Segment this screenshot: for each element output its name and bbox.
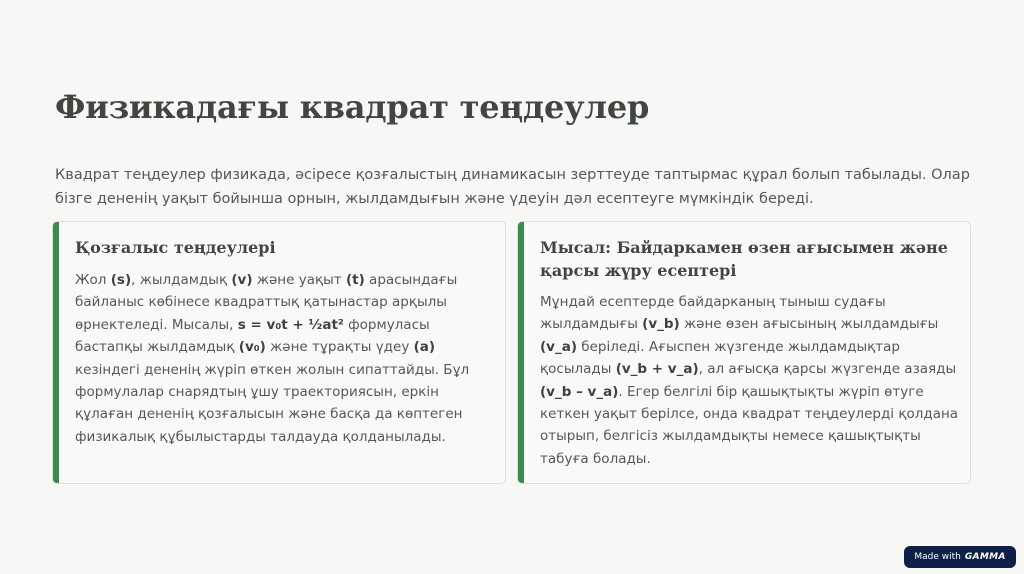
card-body: Мұндай есептерде байдарканың тыныш судағы жылдамдығы (v_b) және өзен ағысының жылдамдығы (v_a) беріледі. Ағыспен жүзгенде жылдамдықтар қосылады (v_b + v_a), ал ағысқа қарсы жүзгенде азаяды (v_b – v_a). Егер белгілі бір қашықтықты жүріп өтуге кеткен уақыт берілсе, онда квадрат теңдеулерді қолдана отырып, белгісіз жылдамдықты немесе қашықтықты табуға болады. bbox=[540, 294, 959, 467]
card-title-rest: : Байдаркамен өзен ағысымен және қарсы жүру есептері bbox=[540, 238, 948, 280]
intro-paragraph: Квадрат теңдеулер физикада, әсіресе қозғалыстың динамикасын зерттеуде таптырмас құрал болып табылады. Олар бізге дененің уақыт бойынша орнын, жылдамдығын және үдеуін дәл есептеуге мүмкіндік береді. bbox=[55, 167, 970, 207]
formula-term: (v_b + v_a) bbox=[615, 361, 699, 378]
formula-term: (s) bbox=[110, 272, 132, 288]
gamma-logo: GAMMA bbox=[964, 552, 1006, 562]
motion-equations-card bbox=[52, 221, 506, 484]
kayak-example-card bbox=[517, 221, 971, 484]
card-title: Қозғалыс теңдеулері bbox=[75, 238, 276, 257]
formula-term: (v_b – v_a) bbox=[540, 383, 619, 400]
card-accent-bar bbox=[53, 222, 59, 483]
badge-prefix: Made with bbox=[914, 552, 961, 562]
formula-term: s = v₀t + ½at² bbox=[237, 316, 344, 333]
slide-title: Физикадағы квадрат теңдеулер bbox=[55, 88, 650, 126]
card-title bbox=[540, 236, 955, 282]
formula-term: (v₀) bbox=[238, 339, 266, 356]
formula-term: (a) bbox=[413, 339, 436, 356]
formula-term: (v_b) bbox=[642, 316, 680, 333]
formula-term: (v_a) bbox=[540, 338, 577, 355]
made-with-gamma-badge[interactable] bbox=[904, 546, 1016, 568]
card-title-prefix: Мысал bbox=[540, 238, 606, 257]
formula-term: (v) bbox=[231, 272, 253, 288]
card-body: Жол (s), жылдамдық (v) және уақыт (t) арасындағы байланыс көбінесе квадраттық қатынастар арқылы өрнектеледі. Мысалы, s = v₀t + ½at² формуласы бастапқы жылдамдық (v₀) және тұрақты үдеу (a) кезіндегі дененің жүріп өткен жолын сипаттайды. Бұл формулалар снарядтың ұшу траекториясын, еркін құлаған дененің қозғалысын және басқа да көптеген физикалық құбылыстарды талдауда қолданылады. bbox=[75, 272, 470, 445]
formula-term: (t) bbox=[345, 272, 365, 288]
card-accent-bar bbox=[518, 222, 524, 483]
